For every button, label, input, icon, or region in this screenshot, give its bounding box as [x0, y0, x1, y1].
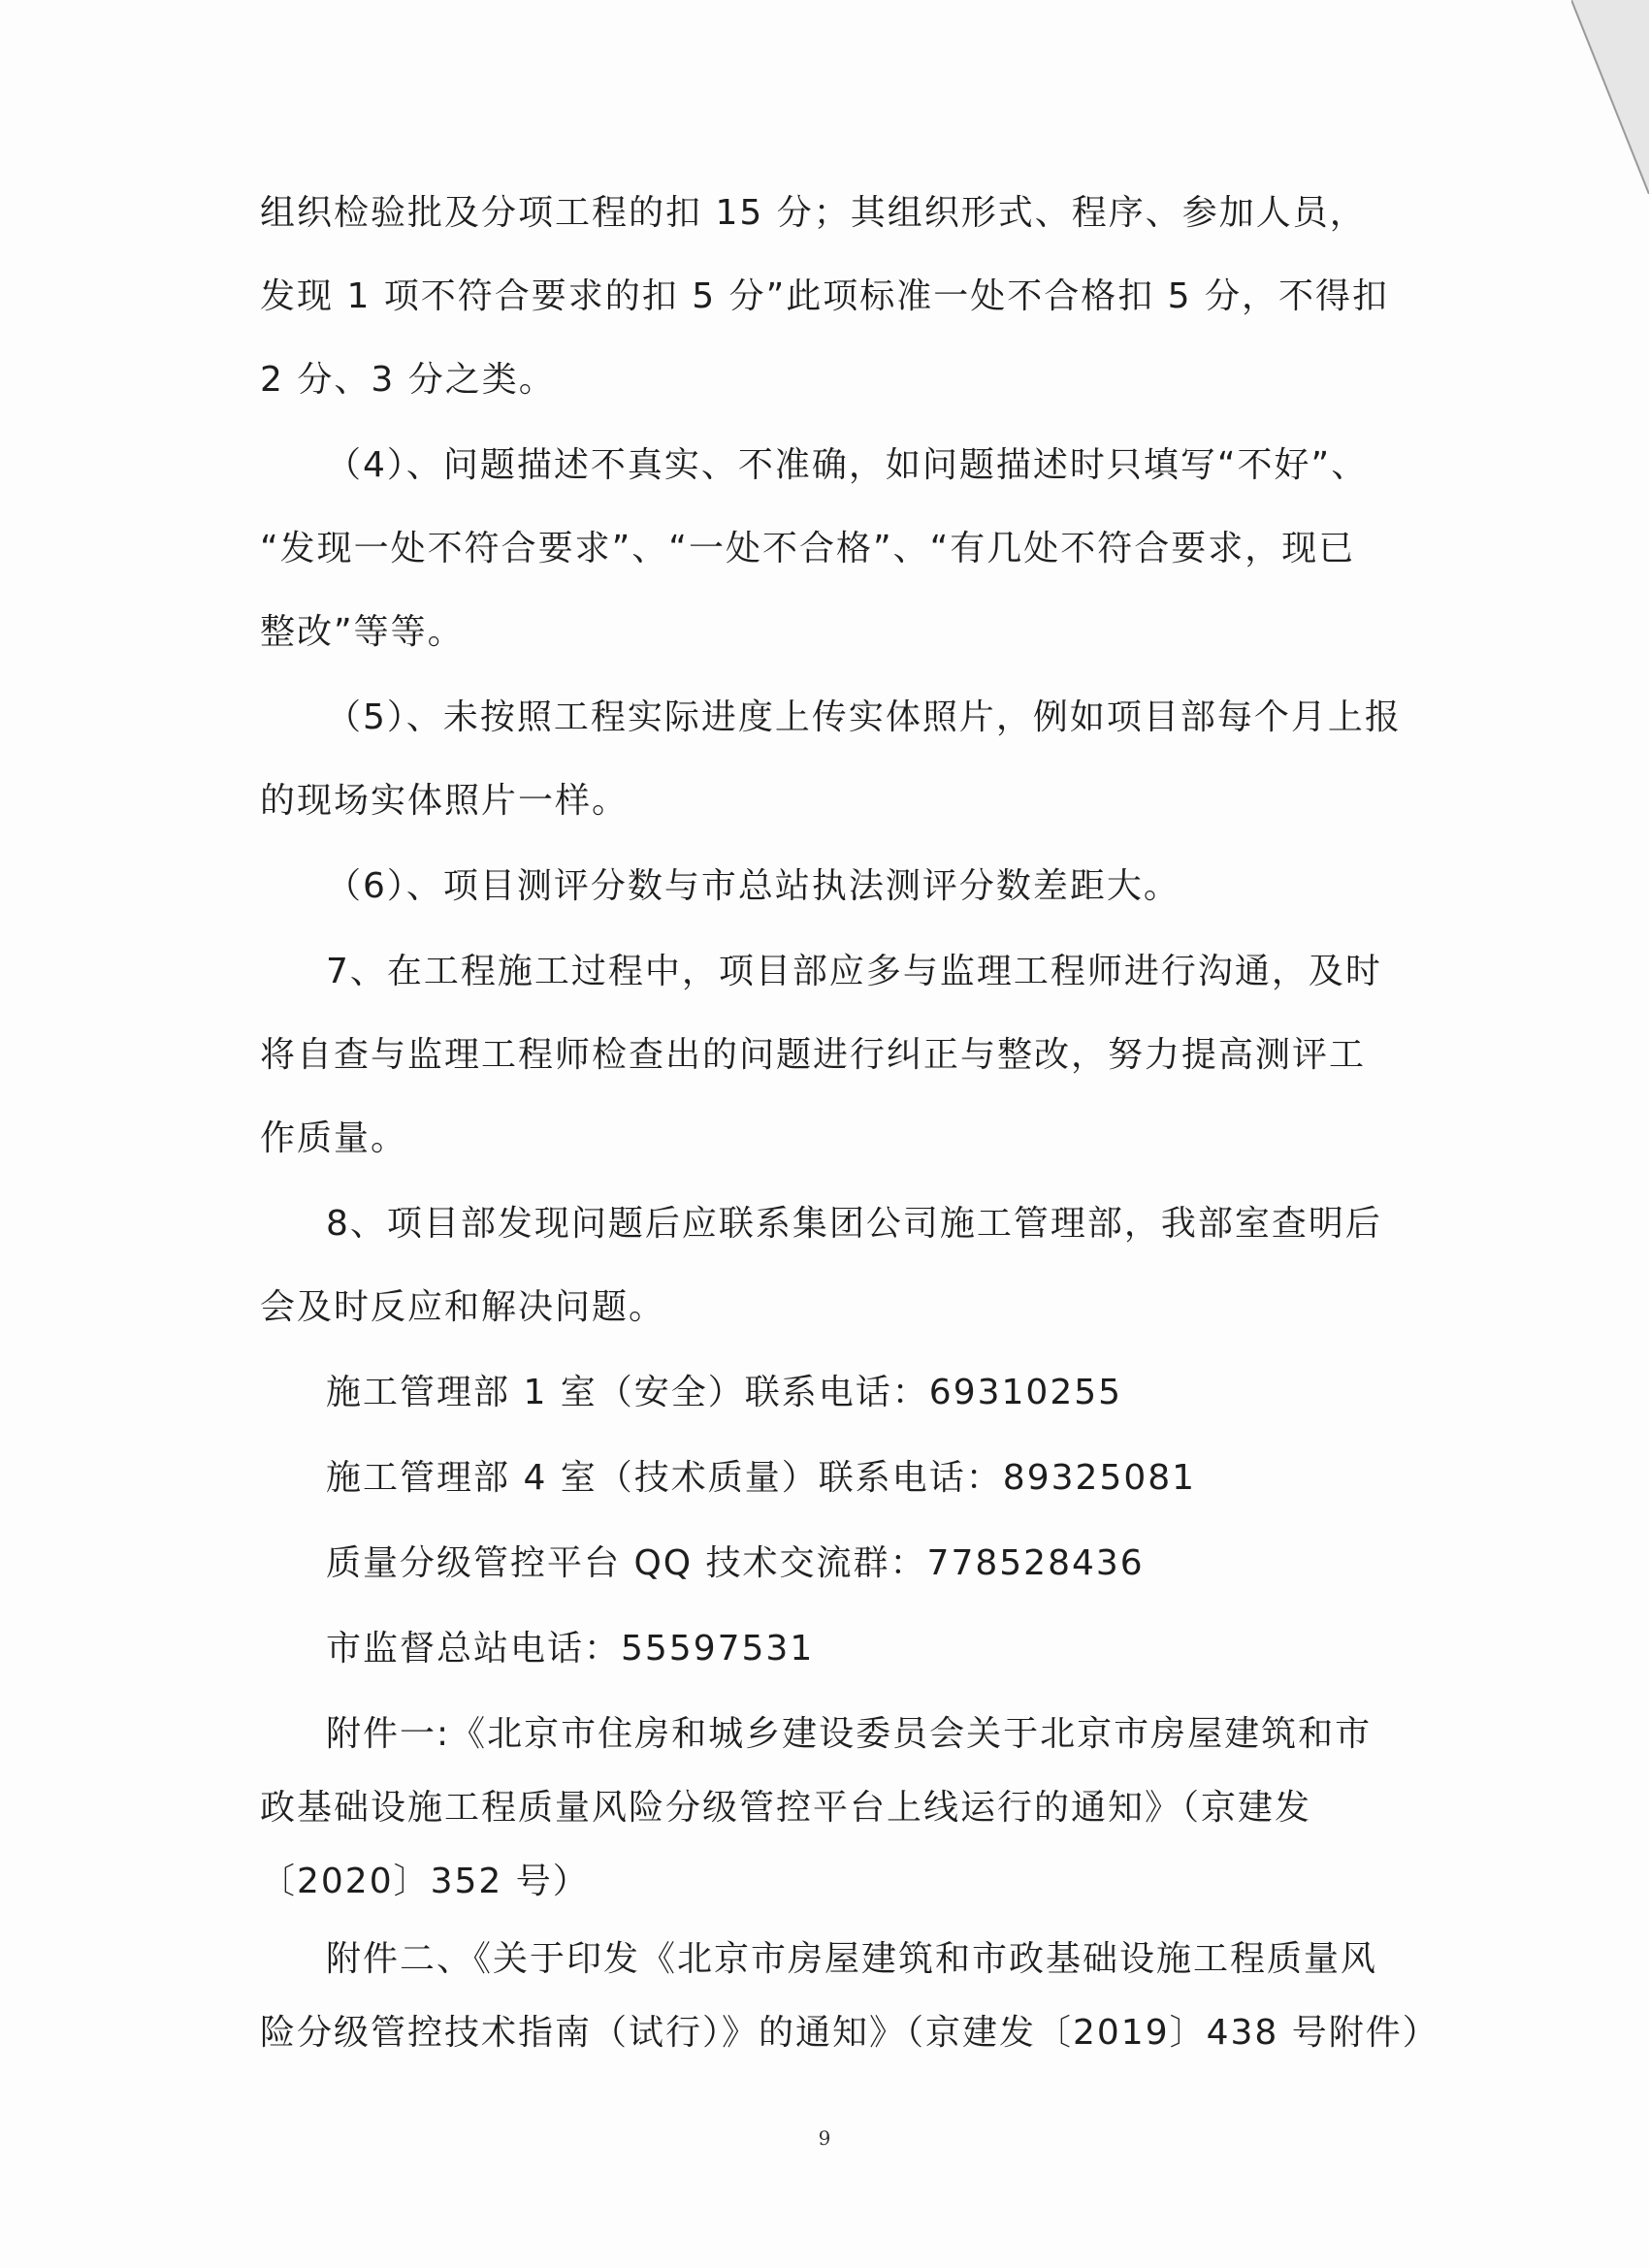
body-line: 发现 1 项不符合要求的扣 5 分”此项标准一处不合格扣 5 分，不得扣 [260, 276, 1390, 316]
body-line: 7、在工程施工过程中，项目部应多与监理工程师进行沟通，及时 [326, 952, 1382, 991]
contact-line: 质量分级管控平台 QQ 技术交流群：778528436 [326, 1543, 1145, 1583]
body-line: 组织检验批及分项工程的扣 15 分；其组织形式、程序、参加人员， [260, 193, 1367, 233]
body-line: “发现一处不符合要求”、“一处不合格”、“有几处不符合要求，现已 [260, 529, 1356, 568]
attachment-line: 附件一:《北京市住房和城乡建设委员会关于北京市房屋建筑和市 [326, 1714, 1373, 1754]
body-line: 将自查与监理工程师检查出的问题进行纠正与整改，努力提高测评工 [260, 1035, 1367, 1075]
body-line: （5）、未按照工程实际进度上传实体照片，例如项目部每个月上报 [326, 697, 1402, 737]
attachment-line: 险分级管控技术指南（试行）》的通知》（京建发〔2019〕438 号附件） [260, 2013, 1439, 2053]
body-line: （4）、问题描述不真实、不准确，如问题描述时只填写“不好”、 [326, 445, 1369, 485]
page-number: 9 [818, 2126, 831, 2150]
contact-line: 施工管理部 1 室（安全）联系电话：69310255 [326, 1373, 1123, 1412]
body-line: 整改”等等。 [260, 612, 465, 652]
page-corner-fold [1571, 0, 1649, 194]
body-line: （6）、项目测评分数与市总站执法测评分数差距大。 [326, 866, 1180, 906]
body-line: 2 分、3 分之类。 [260, 360, 556, 400]
contact-line: 施工管理部 4 室（技术质量）联系电话：89325081 [326, 1458, 1197, 1498]
attachment-line: 政基础设施工程质量风险分级管控平台上线运行的通知》（京建发 [260, 1788, 1312, 1828]
body-line: 的现场实体照片一样。 [260, 781, 630, 821]
attachment-line: 〔2020〕352 号） [260, 1862, 590, 1901]
body-line: 作质量。 [260, 1118, 408, 1158]
contact-line: 市监督总站电话：55597531 [326, 1629, 815, 1669]
attachment-line: 附件二、《关于印发《北京市房屋建筑和市政基础设施工程质量风 [326, 1939, 1378, 1979]
body-line: 会及时反应和解决问题。 [260, 1287, 666, 1327]
body-line: 8、项目部发现问题后应联系集团公司施工管理部，我部室查明后 [326, 1204, 1382, 1244]
